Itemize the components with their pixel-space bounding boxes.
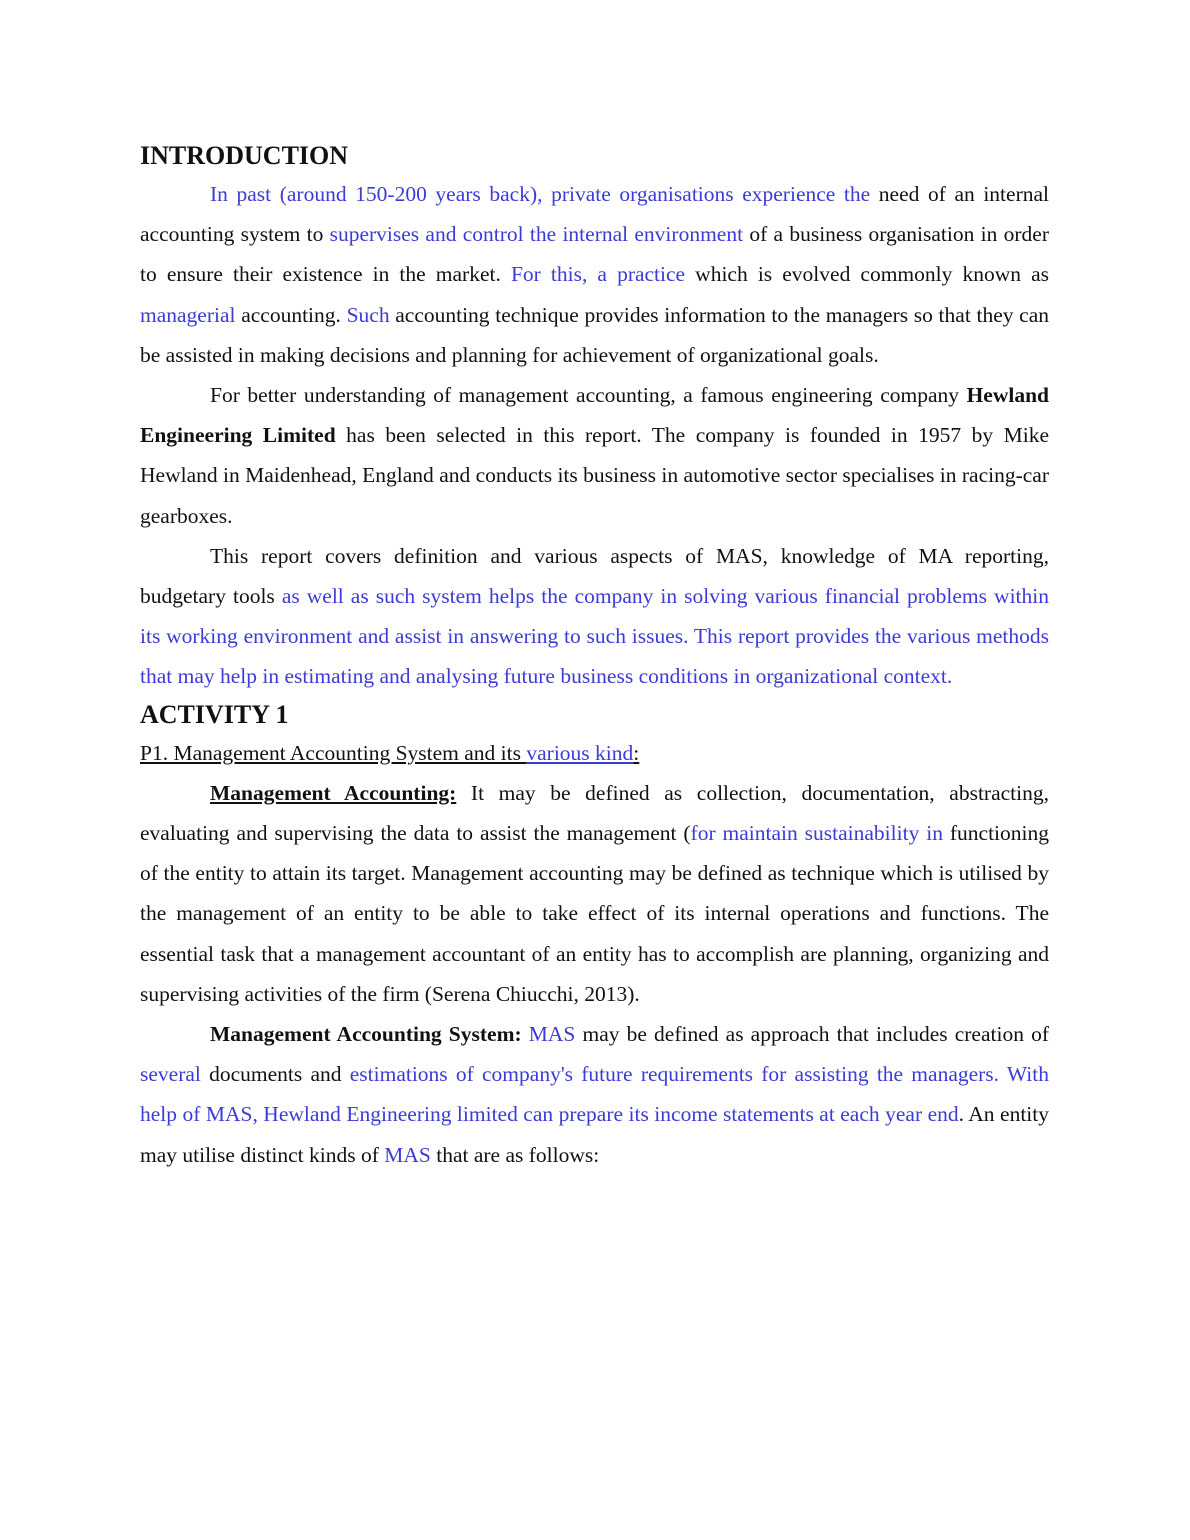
intro-paragraph-1	[140, 174, 1049, 375]
text-span: For this, a practice	[510, 262, 686, 287]
text-span: of a business organisation in order to ensure their existence in the market.	[140, 222, 1049, 287]
text-span: This report covers definition and various aspects of MAS, knowledge of MA reporting, budgetary tools	[140, 543, 1049, 609]
text-span: Such	[346, 302, 390, 327]
activity-1-heading: ACTIVITY 1	[140, 699, 289, 729]
text-span: In past (around 150-200 years back), private organisations experience the	[210, 182, 871, 206]
text-span: supervises and control the internal environment	[329, 222, 744, 247]
text-span: as well as such system helps the company in solving various financial problems within its working environment and assist in answering to such issues. This report provides the various methods that may help in estimating and analysing future business conditions in organizational context.	[140, 584, 1049, 689]
text-span: for maintain sustainability in	[690, 821, 943, 846]
company-name: Hewland Engineering Limited	[140, 383, 1049, 448]
term-label: Management Accounting:	[210, 780, 457, 805]
text-span: P1. Management Accounting System and its	[140, 740, 527, 765]
intro-paragraph-2	[140, 375, 1049, 536]
text-span: may be defined as approach that includes creation of	[575, 1022, 1049, 1047]
text-span: various kind	[526, 740, 634, 765]
text-span: functioning of the entity to attain its target. Management accounting may be defined as technique which is utilised by the management of an entity to be able to take effect of its internal operations and functions. The essential task that a management accountant of an entity has to accomplish are planning, organizing and supervising activities of the firm (Serena Chiucchi, 2013).	[140, 821, 1049, 1006]
text-span: . An entity may utilise distinct kinds of	[140, 1102, 1049, 1167]
document-page	[140, 138, 1049, 1175]
text-span: managerial	[140, 302, 236, 327]
text-span: which is evolved commonly known as	[685, 262, 1049, 287]
text-span	[522, 1022, 529, 1046]
text-span: has been selected in this report. The company is founded in 1957 by Mike Hewland in Maidenhead, England and conducts its business in automotive sector specialises in racing-car gearboxes.	[140, 423, 1049, 528]
text-span: MAS	[528, 1022, 576, 1047]
intro-paragraph-3	[140, 536, 1049, 697]
mas-paragraph	[140, 1014, 1049, 1175]
p1-subheading	[140, 733, 1049, 773]
text-span: MAS	[384, 1142, 431, 1167]
text-span: accounting technique provides information to the managers so that they can be assisted in making decisions and planning for achievement of organizational goals.	[140, 302, 1049, 367]
text-span: accounting.	[235, 302, 347, 327]
term-label: Management Accounting System:	[210, 1022, 522, 1047]
text-span: :	[633, 740, 640, 765]
text-span: several	[140, 1062, 201, 1087]
text-span: For better understanding of management accounting, a famous engineering company	[210, 383, 967, 408]
management-accounting-paragraph	[140, 773, 1049, 1014]
introduction-heading: INTRODUCTION	[140, 141, 349, 170]
text-span: documents and	[200, 1062, 350, 1087]
text-span: estimations of company's future requirements for assisting the managers. With help of MAS, Hewland Engineering limited can prepare its income statements at each year end	[140, 1062, 1050, 1127]
text-span: that are as follows:	[430, 1142, 600, 1167]
text-span: It may be defined as collection, documentation, abstracting, evaluating and supervising the data to assist the management (	[140, 780, 1049, 846]
text-span: need of an internal accounting system to	[140, 182, 1050, 247]
